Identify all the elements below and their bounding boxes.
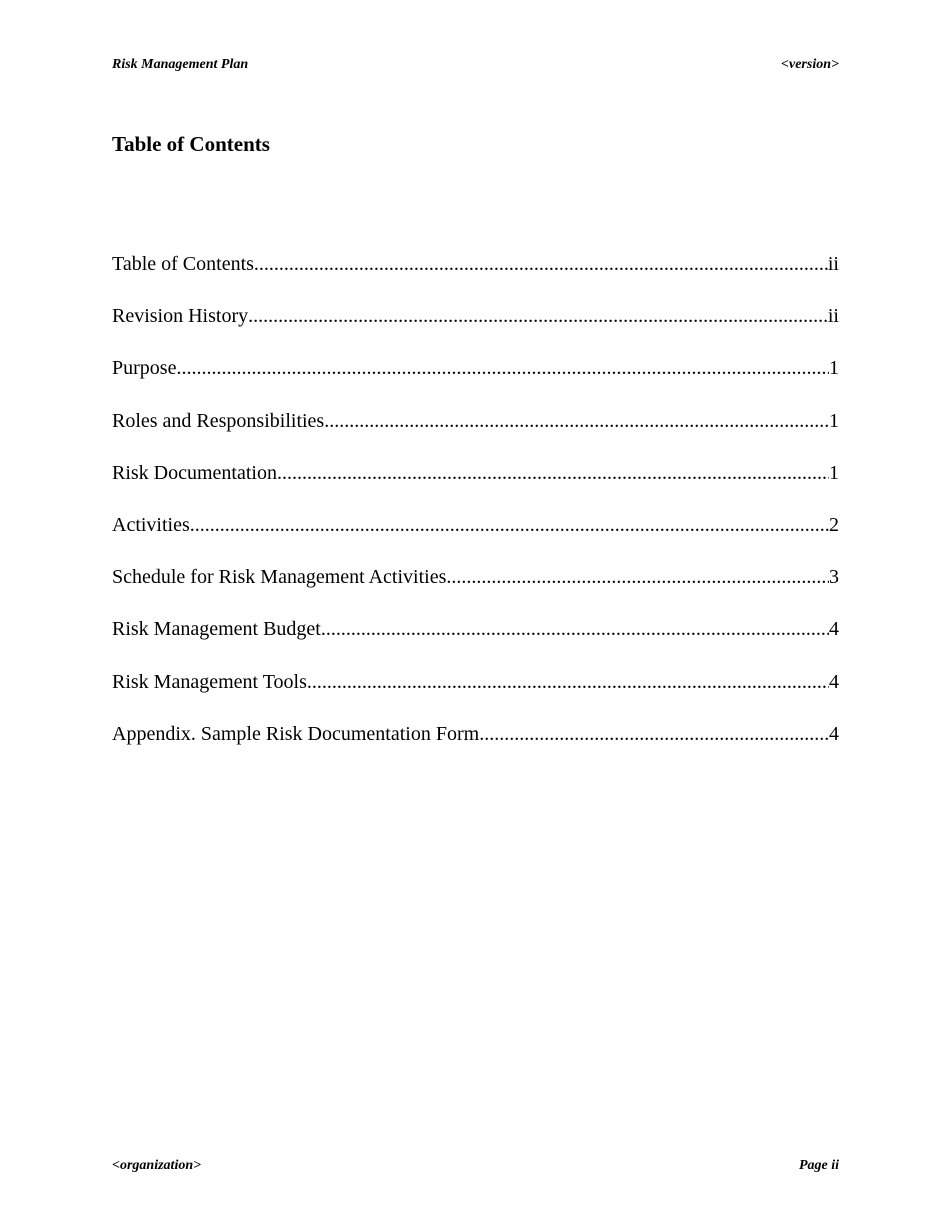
toc-entry-title: Schedule for Risk Management Activities	[112, 566, 447, 589]
toc-entry-table-of-contents[interactable]	[112, 251, 839, 303]
toc-entry-risk-management-budget[interactable]	[112, 616, 839, 668]
header-version: <version>	[781, 57, 839, 72]
toc-dot-leader	[479, 721, 829, 747]
toc-dot-leader	[248, 303, 828, 329]
toc-entry-page-number: ii	[827, 253, 839, 275]
toc-entry-title: Risk Documentation	[112, 461, 277, 484]
toc-dot-leader	[321, 616, 829, 642]
toc-entry-risk-management-tools[interactable]	[112, 669, 839, 721]
toc-entry-page-number: 1	[829, 409, 839, 432]
toc-dot-leader	[446, 564, 829, 590]
toc-entry-title: Roles and Responsibilities	[112, 409, 325, 432]
toc-dot-leader	[176, 355, 829, 381]
toc-dot-leader	[324, 408, 829, 434]
page-header	[112, 57, 839, 73]
toc-entry-revision-history[interactable]	[112, 303, 839, 355]
table-of-contents	[112, 251, 839, 773]
toc-entry-title: Revision History	[112, 305, 249, 328]
footer-page-number: Page ii	[798, 1158, 839, 1173]
toc-entry-appendix-sample-risk-documentation-form[interactable]	[112, 721, 839, 773]
toc-entry-page-number: 4	[829, 670, 839, 693]
toc-entry-risk-documentation[interactable]	[112, 460, 839, 512]
toc-dot-leader	[277, 460, 829, 486]
toc-entry-page-number: 4	[829, 722, 839, 745]
header-document-title: Risk Management Plan	[112, 57, 249, 72]
toc-entry-title: Appendix. Sample Risk Documentation Form	[112, 722, 480, 745]
toc-dot-leader	[254, 251, 828, 277]
toc-entry-title: Risk Management Tools	[112, 670, 307, 693]
toc-entry-page-number: 1	[829, 357, 839, 380]
toc-entry-page-number: 4	[829, 618, 839, 641]
toc-dot-leader	[307, 669, 829, 695]
toc-entry-title: Risk Management Budget	[112, 618, 321, 641]
toc-entry-page-number: 1	[829, 461, 839, 484]
toc-entry-title: Activities	[112, 513, 190, 536]
toc-entry-activities[interactable]	[112, 512, 839, 564]
toc-entry-page-number: ii	[827, 305, 839, 328]
footer-organization: <organization>	[112, 1158, 202, 1173]
toc-dot-leader	[190, 512, 829, 538]
toc-entry-title: Purpose	[112, 357, 177, 380]
toc-entry-roles-and-responsibilities[interactable]	[112, 408, 839, 460]
toc-entry-title: Table of Contents	[112, 253, 254, 275]
toc-entry-page-number: 3	[829, 566, 839, 589]
toc-entry-page-number: 2	[829, 513, 839, 536]
toc-heading: Table of Contents	[112, 132, 270, 156]
toc-entry-purpose[interactable]	[112, 355, 839, 407]
page-footer	[112, 1158, 839, 1174]
toc-entry-schedule-for-risk-management-activities[interactable]	[112, 564, 839, 616]
